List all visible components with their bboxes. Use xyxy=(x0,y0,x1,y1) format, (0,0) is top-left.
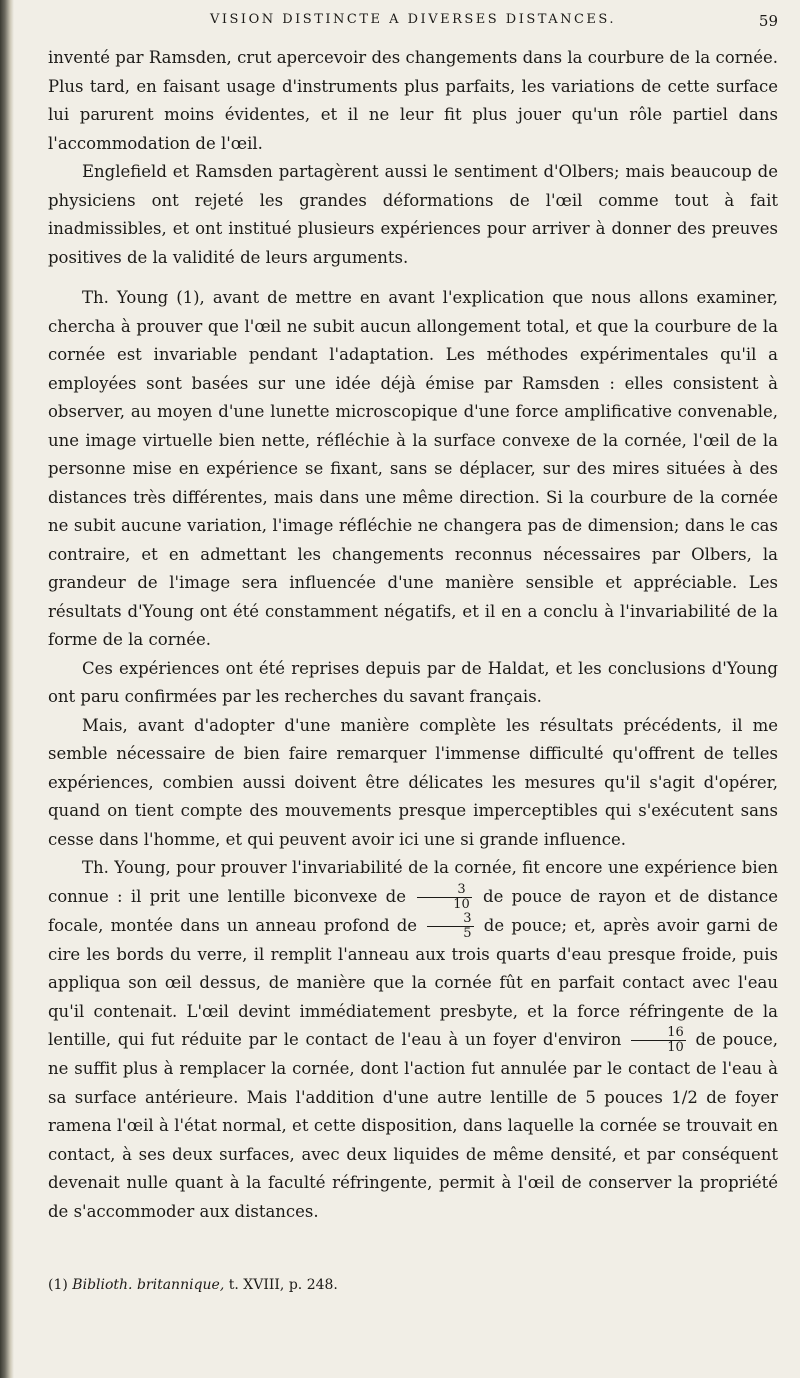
fraction-denominator: 10 xyxy=(667,1040,684,1055)
footnote-marker: (1) xyxy=(48,1277,68,1293)
paragraph: Th. Young (1), avant de mettre en avant l'explication que nous allons examiner, chercha à prouver que l'œil ne subit aucun allongement total, et que la courbure de la cornée est invariable pendant l'adaptation. Les méthodes expérimentales qu'il a employées sont basées sur une idée déjà émise par Ramsden : elles consistent à observer, au moyen d'une lunette microscopique d'une force amplificative convenable, une image virtuelle bien nette, réfléchie à la surface convexe de la cornée, l'œil de la personne mise en expérience se fixant, sans se déplacer, sur des mires situées à des distances très différentes, mais dans une même direction. Si la courbure de la cornée ne subit aucune variation, l'image réfléchie ne changera pas de dimension; dans le cas contraire, et en admettant les changements reconnus nécessaires par Olbers, la grandeur de l'image sera influencée d'une manière sensible et appréciable. Les résultats d'Young ont été constamment négatifs, et il en a conclu à l'invariabilité de la forme de la cornée. xyxy=(48,288,778,649)
text-run: Th. Young, pour prouver l'invariabilité de la cornée, fit encore une expérience bien connue : il prit une lentille biconvexe de xyxy=(48,858,778,906)
paragraph: Mais, avant d'adopter d'une manière complète les résultats précédents, il me semble nécessaire de bien faire remarquer l'immense difficulté qu'offrent de telles expériences, combien aussi doivent être délicates les mesures qu'il s'agit d'opérer, quand on tient compte des mouvements presque imperceptibles qui s'exécutent sans cesse dans l'homme, et qui peuvent avoir ici une si grande influence. xyxy=(48,715,778,849)
book-binding-shadow xyxy=(0,0,14,1378)
fraction xyxy=(427,912,473,941)
paragraph-young-experiment xyxy=(48,854,778,1226)
page-number: 59 xyxy=(758,12,778,30)
fraction-numerator: 16 xyxy=(631,1026,686,1041)
text-run: de pouce, ne suffit plus à remplacer la cornée, dont l'action fut annulée par le contact de l'eau à sa surface antérieure. Mais l'addition d'une autre lentille de 5 pouces 1/2 de foyer ramena l'œil à l'état normal, et cette disposition, dans laquelle la cornée se trouvait en contact, à ses deux surfaces, avec deux liquides de même densité, et par conséquent devenait nulle quant à la faculté réfringente, permit à l'œil de conserver la propriété de s'accommoder aux distances. xyxy=(48,1030,779,1221)
fraction-denominator: 10 xyxy=(453,896,470,912)
fraction xyxy=(631,1026,686,1055)
footnote-source: Biblioth. britannique, xyxy=(72,1277,225,1293)
paragraph: Ces expériences ont été reprises depuis par de Haldat, et les conclusions d'Young ont paru confirmées par les recherches du savant français. xyxy=(48,658,778,706)
fraction-numerator: 3 xyxy=(427,912,473,927)
page-header xyxy=(48,12,778,36)
footnote-reference: t. XVIII, p. 248. xyxy=(228,1277,338,1293)
running-title: VISION DISTINCTE A DIVERSES DISTANCES. xyxy=(210,12,616,27)
paragraph: Englefield et Ramsden partagèrent aussi le sentiment d'Olbers; mais beaucoup de physiciens ont rejeté les grandes déformations de l'œil comme tout à fait inadmissibles, et ont institué plusieurs expériences pour arriver à donner des preuves positives de la validité de leurs arguments. xyxy=(48,162,778,267)
fraction-denominator: 5 xyxy=(463,925,472,941)
fraction-numerator: 3 xyxy=(417,883,472,898)
book-page xyxy=(48,0,778,1378)
paragraph: inventé par Ramsden, crut apercevoir des changements dans la courbure de la cornée. Plus tard, en faisant usage d'instruments plus parfaits, les variations de cette surface lui parurent moins évidentes, et il ne leur fit plus jouer qu'un rôle partiel dans l'accommodation de l'œil. xyxy=(48,48,778,153)
body-text xyxy=(48,44,778,1226)
text-run: de pouce de rayon et de distance focale, montée dans un anneau profond de xyxy=(48,886,778,935)
fraction xyxy=(417,883,472,912)
text-run: de pouce; et, après avoir garni de cire les bords du verre, il remplit l'anneau aux trois quarts d'eau presque froide, puis appliqua son œil dessus, de manière que la cornée fût en parfait contact avec l'eau qu'il contenait. L'œil devint immédiatement presbyte, et la force réfringente de la lentille, qui fut réduite par le contact de l'eau à un foyer d'environ xyxy=(48,915,779,1049)
footnote xyxy=(48,1275,778,1295)
